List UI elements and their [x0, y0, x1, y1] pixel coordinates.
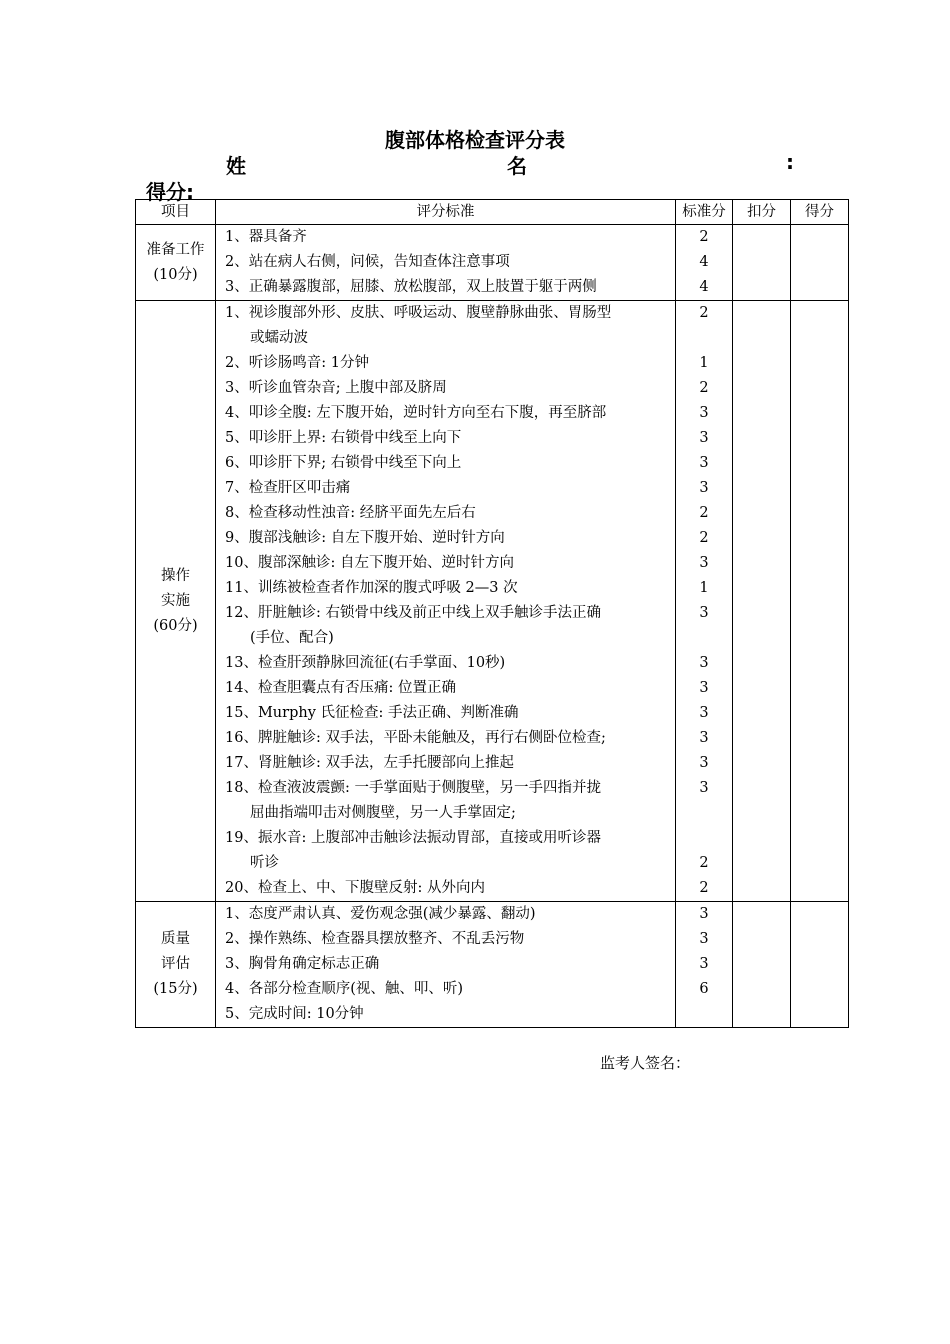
- standard-score-cell: [676, 902, 733, 1028]
- standard-score-value: 3: [699, 605, 709, 621]
- standard-score-value: 3: [699, 705, 709, 721]
- criteria-line: (手位、配合): [250, 630, 334, 646]
- score-cell[interactable]: [791, 225, 849, 301]
- criteria-line: 13、检查肝颈静脉回流征(右手掌面、10秒): [225, 655, 506, 671]
- criteria-line: 4、叩诊全腹: 左下腹开始，逆时针方向至右下腹，再至脐部: [225, 405, 607, 421]
- section-label-line: (15分): [153, 981, 198, 997]
- header-score: 得分: [791, 200, 849, 225]
- score-label: 得分:: [146, 180, 194, 204]
- standard-score-value: 3: [699, 956, 709, 972]
- deduction-cell[interactable]: [733, 301, 791, 902]
- criteria-line: 2、站在病人右侧，问候，告知查体注意事项: [225, 254, 510, 270]
- name-label-second: 名: [507, 154, 527, 178]
- criteria-line: 12、肝脏触诊: 右锁骨中线及前正中线上双手触诊手法正确: [225, 605, 601, 621]
- section-label: [136, 225, 216, 301]
- criteria-line: 或蠕动波: [250, 330, 308, 346]
- table-section-row: [136, 902, 849, 1028]
- criteria-line: 8、检查移动性浊音: 经脐平面先左后右: [225, 505, 476, 521]
- score-cell[interactable]: [791, 301, 849, 902]
- name-field-row: [226, 150, 798, 176]
- criteria-line: 3、正确暴露腹部，屈膝、放松腹部，双上肢置于躯于两侧: [225, 279, 597, 295]
- standard-score-value: 6: [699, 981, 709, 997]
- standard-score-value: 2: [699, 880, 709, 896]
- standard-score-value: 1: [699, 580, 709, 596]
- section-label-line: 准备工作: [146, 241, 205, 258]
- standard-score-cell: [676, 301, 733, 902]
- criteria-line: 屈曲指端叩击对侧腹壁，另一人手掌固定;: [250, 805, 516, 821]
- criteria-line: 7、检查肝区叩击痛: [225, 480, 351, 496]
- criteria-line: 1、视诊腹部外形、皮肤、呼吸运动、腹壁静脉曲张、胃肠型: [225, 305, 612, 321]
- header-criteria: 评分标准: [216, 200, 676, 225]
- standard-score-value: [676, 1002, 732, 1027]
- section-label-line: (60分): [153, 617, 198, 634]
- standard-score-value: 3: [699, 931, 709, 947]
- standard-score-value: 2: [699, 229, 709, 245]
- criteria-line: 2、操作熟练、检查器具摆放整齐、不乱丢污物: [225, 931, 525, 947]
- deduction-cell[interactable]: [733, 902, 791, 1028]
- section-label: [136, 301, 216, 902]
- header-deduction: 扣分: [733, 200, 791, 225]
- header-standard-score: 标准分: [676, 200, 733, 225]
- standard-score-value: 3: [699, 430, 709, 446]
- document-title: 腹部体格检查评分表: [385, 128, 565, 152]
- score-cell[interactable]: [791, 902, 849, 1028]
- examiner-signature-label: 监考人签名：: [600, 1054, 691, 1072]
- standard-score-value: 3: [699, 730, 709, 746]
- header-item: 项目: [136, 200, 216, 225]
- criteria-line: 15、Murphy 氏征检查: 手法正确、判断准确: [225, 705, 519, 721]
- criteria-line: 5、完成时间: 10分钟: [225, 1006, 364, 1022]
- standard-score-value: 3: [699, 555, 709, 571]
- name-label-first: 姓: [226, 154, 246, 178]
- section-label: [136, 902, 216, 1028]
- table-header-row: [136, 200, 849, 225]
- criteria-line: 17、肾脏触诊: 双手法，左手托腰部向上推起: [225, 755, 514, 771]
- section-label-line: 质量: [161, 931, 190, 947]
- standard-score-value: 1: [699, 355, 709, 371]
- standard-score-value: 3: [699, 480, 709, 496]
- criteria-line: 1、器具备齐: [225, 229, 307, 245]
- criteria-line: 3、胸骨角确定标志正确: [225, 956, 380, 972]
- standard-score-value: 2: [699, 380, 709, 396]
- standard-score-value: 2: [699, 530, 709, 546]
- section-label-line: (10分): [153, 266, 198, 283]
- criteria-line: 听诊: [250, 855, 279, 871]
- name-colon: :: [786, 150, 794, 174]
- criteria-line: 6、叩诊肝下界; 右锁骨中线至下向上: [225, 455, 462, 471]
- standard-score-value: 4: [699, 254, 709, 270]
- criteria-line: 14、检查胆囊点有否压痛: 位置正确: [225, 680, 456, 696]
- standard-score-value: 3: [699, 906, 709, 922]
- criteria-line: 20、检查上、中、下腹壁反射: 从外向内: [225, 880, 485, 896]
- standard-score-cell: [676, 225, 733, 301]
- criteria-line: 3、听诊血管杂音; 上腹中部及脐周: [225, 380, 447, 396]
- standard-score-value: 2: [699, 855, 709, 871]
- criteria-cell: [216, 902, 676, 1028]
- criteria-line: 16、脾脏触诊: 双手法，平卧未能触及，再行右侧卧位检查;: [225, 730, 606, 746]
- standard-score-value: 4: [699, 279, 709, 295]
- criteria-line: 1、态度严肃认真、爱伤观念强(减少暴露、翻动): [225, 906, 536, 922]
- criteria-line: 9、腹部浅触诊: 自左下腹开始、逆时针方向: [225, 530, 505, 546]
- standard-score-value: 3: [699, 655, 709, 671]
- standard-score-value: 3: [699, 455, 709, 471]
- section-label-line: 评估: [161, 956, 190, 972]
- score-sheet-table: [135, 199, 849, 1028]
- standard-score-value: 3: [699, 405, 709, 421]
- standard-score-value: 2: [699, 305, 709, 321]
- table-section-row: [136, 301, 849, 902]
- standard-score-value: 2: [699, 505, 709, 521]
- criteria-line: 10、腹部深触诊: 自左下腹开始、逆时针方向: [225, 555, 514, 571]
- criteria-line: 2、听诊肠鸣音: 1分钟: [225, 355, 369, 371]
- criteria-line: 18、检查液波震颤: 一手掌面贴于侧腹壁，另一手四指并拢: [225, 780, 601, 796]
- criteria-cell: [216, 301, 676, 902]
- criteria-line: 19、振水音: 上腹部冲击触诊法振动胃部，直接或用听诊器: [225, 830, 601, 846]
- criteria-line: 4、各部分检查顺序(视、触、叩、听): [225, 981, 464, 997]
- standard-score-value: 3: [699, 755, 709, 771]
- standard-score-value: 3: [699, 780, 709, 796]
- table-section-row: [136, 225, 849, 301]
- criteria-line: 11、训练被检查者作加深的腹式呼吸 2—3 次: [225, 580, 518, 596]
- criteria-cell: [216, 225, 676, 301]
- standard-score-value: 3: [699, 680, 709, 696]
- deduction-cell[interactable]: [733, 225, 791, 301]
- section-label-line: 实施: [161, 592, 190, 609]
- criteria-line: 5、叩诊肝上界: 右锁骨中线至上向下: [225, 430, 462, 446]
- section-label-line: 操作: [161, 567, 190, 584]
